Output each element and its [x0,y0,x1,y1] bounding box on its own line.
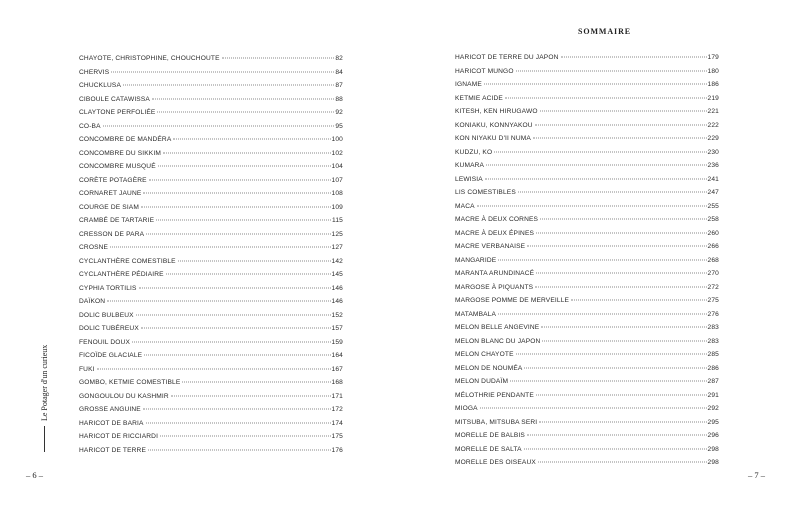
toc-entry [79,352,343,366]
dot-leader [527,435,707,436]
dot-leader [141,328,331,329]
toc-entry-label: HARICOT DE TERRE [79,446,147,454]
running-title [40,345,49,452]
toc-entry-label: CHAYOTE, CHRISTOPHINE, CHOUCHOUTE [79,55,220,62]
toc-entry-label: COURGE DE SIAM [79,203,139,211]
dot-leader [123,85,334,86]
dot-leader [536,232,706,233]
toc-entry [455,135,719,149]
toc-entry [79,69,343,83]
dot-leader [518,192,707,193]
toc-entry [79,96,343,110]
toc-entry-label: CROSNE [79,244,109,251]
toc-entry-label: CHERVIS [79,68,110,76]
toc-entry-page: 108 [331,190,343,197]
dot-leader [156,220,331,221]
dot-leader [485,178,707,179]
toc-entry [455,365,719,379]
toc-entry [79,163,343,177]
dot-leader [149,179,331,180]
dot-leader [498,259,706,260]
toc-entry [79,82,343,96]
toc-entry-page: 146 [331,298,343,305]
toc-entry-page: 95 [335,122,343,130]
dot-leader [541,327,706,328]
toc-entry-label: HARICOT DE TERRE DU JAPON [455,54,559,61]
toc-entry-label: LIS COMESTIBLES [455,189,516,196]
dot-leader [143,409,331,410]
toc-entry-label: CO-BA [79,122,101,130]
toc-entry-page: 174 [331,419,343,427]
toc-entry-page: 276 [707,310,719,318]
toc-entry-page: 295 [707,418,719,426]
toc-entry-label: MORELLE DE BALBIS [455,432,525,439]
toc-entry-page: 107 [331,176,343,184]
dot-leader [561,57,707,58]
toc-entry [455,324,719,338]
toc-entry-page: 221 [707,108,719,115]
dot-leader [144,355,330,356]
toc-entry-label: MELON DE NOUMÉA [455,364,523,372]
toc-entry-label: KETMIE ACIDE [455,94,503,102]
toc-entry-label: CONCOMBRE DU SIKKIM [79,149,161,157]
toc-entry [79,204,343,218]
toc-entry-label: MORELLE DES OISEAUX [455,459,536,466]
toc-entry [455,446,719,460]
toc-entry-page: 255 [707,202,719,210]
dot-leader [111,71,334,72]
toc-entry-label: IGNAME [455,81,482,88]
dot-leader [505,97,707,98]
toc-entry [79,190,343,204]
toc-entry [455,108,719,122]
toc-entry [79,420,343,434]
toc-entry-page: 82 [335,55,343,62]
dot-leader [146,422,331,423]
toc-entry [79,339,343,353]
toc-entry [455,216,719,230]
dot-leader [542,340,706,341]
dot-leader [494,151,706,152]
toc-entry-page: 275 [707,297,719,304]
toc-entry-page: 175 [331,433,343,440]
dot-leader [141,206,331,207]
toc-entry-page: 176 [331,446,343,454]
dot-leader [516,354,707,355]
toc-entry-page: 283 [707,337,719,345]
toc-entry-page: 146 [331,284,343,292]
toc-entry-label: MORELLE DE SALTA [455,445,522,453]
dot-leader [173,139,330,140]
page-heading: SOMMAIRE [578,27,631,36]
toc-entry-label: CLAYTONE PERFOLIÉE [79,109,156,116]
toc-entry-page: 258 [707,216,719,223]
toc-entry-page: 292 [707,405,719,412]
toc-entry-label: MELON CHAYOTE [455,351,514,358]
toc-entry [455,81,719,95]
toc-entry [455,338,719,352]
dot-leader [477,205,707,206]
toc-entry-label: MÉLOTHRIE PENDANTE [455,391,534,399]
toc-entry [79,406,343,420]
toc-entry-page: 115 [332,217,343,224]
dot-leader [510,381,706,382]
toc-entry [79,433,343,447]
dot-leader [536,394,707,395]
toc-entry-page: 152 [331,311,343,319]
dot-leader [516,70,707,71]
toc-entry [455,432,719,446]
dot-leader [166,274,331,275]
toc-entry-page: 84 [335,68,343,76]
toc-entry [79,177,343,191]
toc-entry-label: MELON BELLE ANGEVINE [455,324,540,331]
running-title-text: Le Potager d'un curieux [40,344,49,421]
dot-leader [486,165,706,166]
toc-entry-page: 180 [707,67,719,75]
dot-leader [535,124,707,125]
dot-leader [182,382,330,383]
toc-entry [79,55,343,69]
toc-entry-page: 87 [335,82,343,89]
toc-entry-page: 270 [707,270,719,277]
toc-entry-page: 298 [707,445,719,453]
dot-leader [527,246,706,247]
toc-entry [79,447,343,461]
right-page [400,0,800,514]
dot-leader [540,111,707,112]
toc-entry-label: LEWISIA [455,175,483,183]
toc-entry-label: CORNARET JAUNE [79,190,142,197]
toc-entry-label: MARGOSE POMME DE MERVEILLE [455,297,570,304]
toc-entry [455,176,719,190]
dot-leader [158,166,331,167]
toc-entry [79,109,343,123]
toc-entry [455,230,719,244]
toc-entry-label: MACRE À DEUX ÉPINES [455,229,535,237]
toc-entry-label: DOLIC TUBÉREUX [79,325,139,332]
dot-leader [498,313,707,314]
dot-leader [103,125,335,126]
toc-entry-page: 186 [707,81,719,88]
toc-entry [455,122,719,136]
toc-entry-label: GROSSE ANGUINE [79,406,141,413]
dot-leader [148,449,331,450]
toc-entry-page: 286 [707,364,719,372]
toc-entry-label: CIBOULE CATAWISSA [79,95,150,103]
toc-entry [79,379,343,393]
toc-entry [79,325,343,339]
toc-entry-label: CRAMBÉ DE TARTARIE [79,217,155,224]
toc-entry [79,312,343,326]
toc-entry-page: 145 [331,271,343,278]
toc-entry-label: HARICOT MUNGO [455,67,514,75]
toc-entry-label: CYCLANTHÈRE COMESTIBLE [79,257,176,265]
toc-entry-page: 142 [331,257,343,265]
toc-entry-label: KITESH, KEN HIRUGAWO [455,108,538,115]
toc-entry-page: 285 [707,351,719,358]
toc-entry [455,311,719,325]
dot-leader [533,138,707,139]
dot-leader [146,233,330,234]
toc-entry-page: 272 [707,283,719,291]
toc-entry-page: 125 [331,230,343,238]
toc-entry-label: HARICOT DE RICCIARDI [79,433,159,440]
toc-list-right [455,54,719,473]
toc-entry-label: KUMARA [455,162,485,169]
dot-leader [524,448,707,449]
dot-leader [143,193,330,194]
toc-entry-page: 157 [331,325,343,332]
dot-leader [163,152,331,153]
toc-entry [79,244,343,258]
toc-entry-page: 171 [331,392,343,400]
toc-entry-label: MACRE À DEUX CORNES [455,216,539,223]
toc-entry-label: MATAMBALA [455,310,497,318]
toc-entry-page: 104 [331,163,343,170]
toc-entry-label: CYCLANTHÈRE PÉDIAIRE [79,271,164,278]
dot-leader [157,112,334,113]
toc-entry [79,231,343,245]
toc-entry [455,284,719,298]
toc-entry-page: 102 [331,149,343,157]
dot-leader [222,58,335,59]
toc-entry-label: CORÈTE POTAGÈRE [79,176,147,184]
toc-entry-label: MELON BLANC DU JAPON [455,337,541,345]
toc-entry-label: CRESSON DE PARA [79,230,145,238]
toc-entry-label: KON NIYAKU D'II NUMA [455,135,531,142]
toc-entry-page: 230 [707,148,719,156]
toc-entry [455,405,719,419]
toc-entry [79,366,343,380]
toc-entry-page: 268 [707,256,719,264]
dot-leader [480,408,707,409]
toc-entry-label: KONIAKU, KONNYAKOU [455,121,533,129]
toc-entry-label: MIOGA [455,405,478,412]
dot-leader [152,98,334,99]
dot-leader [110,247,330,248]
toc-entry [455,257,719,271]
toc-entry [455,149,719,163]
dot-leader [536,273,706,274]
toc-entry-page: 109 [331,203,343,211]
toc-entry-page: 298 [707,459,719,466]
toc-entry-page: 247 [707,189,719,196]
dot-leader [538,462,707,463]
toc-entry-page: 172 [331,406,343,413]
toc-entry-page: 266 [707,243,719,250]
toc-entry [455,68,719,82]
toc-entry [455,189,719,203]
toc-entry-label: KUDZU, KO [455,148,493,156]
dot-leader [178,260,331,261]
toc-entry [455,203,719,217]
dot-leader [171,395,331,396]
toc-entry [455,162,719,176]
dot-leader [132,341,331,342]
toc-entry-page: 100 [331,136,343,143]
dot-leader [524,367,706,368]
toc-entry [79,271,343,285]
toc-entry-page: 168 [331,379,343,386]
toc-entry [455,378,719,392]
toc-entry-page: 164 [331,352,343,359]
toc-entry-page: 283 [707,324,719,331]
dot-leader [160,436,330,437]
running-title-rule [44,426,45,452]
toc-entry-page: 159 [331,338,343,346]
toc-entry [455,270,719,284]
dot-leader [539,421,706,422]
toc-entry [455,392,719,406]
dot-leader [571,300,706,301]
toc-entry-label: DOLIC BULBEUX [79,311,134,319]
toc-entry-label: HARICOT DE BARIA [79,419,144,427]
toc-entry-page: 241 [707,175,719,183]
toc-entry-page: 179 [707,54,719,61]
dot-leader [97,368,331,369]
toc-entry-label: MITSUBA, MITSUBA SERI [455,418,538,426]
toc-entry-page: 127 [331,244,343,251]
toc-entry-label: MARGOSE À PIQUANTS [455,283,534,291]
dot-leader [136,314,331,315]
dot-leader [540,219,706,220]
toc-entry-page: 92 [335,109,343,116]
toc-entry [455,419,719,433]
toc-entry-label: DAÏKON [79,298,106,305]
toc-entry-label: FUKI [79,365,95,373]
toc-entry-label: MELON DUDAÏM [455,378,509,385]
toc-entry [79,136,343,150]
toc-entry [79,150,343,164]
toc-entry-label: MANGARIDE [455,256,497,264]
toc-entry-page: 296 [707,432,719,439]
toc-entry-page: 229 [707,135,719,142]
toc-entry-label: FICOÏDE GLACIALE [79,352,143,359]
toc-entry-label: FENOUIL DOUX [79,338,131,346]
toc-entry-page: 167 [331,365,343,373]
toc-entry-page: 219 [707,94,719,102]
toc-entry-page: 222 [707,121,719,129]
toc-entry [79,123,343,137]
toc-entry [455,54,719,68]
toc-entry [455,243,719,257]
dot-leader [139,287,331,288]
toc-entry-page: 236 [707,162,719,169]
toc-entry [79,285,343,299]
toc-entry [79,298,343,312]
toc-entry-page: 291 [707,391,719,399]
toc-entry-page: 287 [707,378,719,385]
toc-entry [455,297,719,311]
toc-entry-label: CONCOMBRE DE MANDÉRA [79,136,172,143]
toc-entry [455,459,719,473]
toc-entry [455,95,719,109]
toc-entry-label: MACA [455,202,475,210]
page-number-left: – 6 – [26,470,43,480]
toc-entry [79,217,343,231]
dot-leader [535,286,706,287]
toc-entry [79,258,343,272]
toc-entry-label: GONGOULOU DU KASHMIR [79,392,169,400]
toc-list-left [79,55,343,460]
toc-entry-label: MARANTA ARUNDINACÉ [455,270,535,277]
toc-entry-page: 260 [707,229,719,237]
toc-entry-label: CHUCKLUSA [79,82,122,89]
dot-leader [484,84,707,85]
toc-entry [79,393,343,407]
toc-entry-label: GOMBO, KETMIE COMESTIBLE [79,379,181,386]
toc-entry-label: CONCOMBRE MUSQUÉ [79,163,156,170]
toc-entry-label: MACRE VERBANAISE [455,243,526,250]
toc-entry-label: CYPHIA TORTILIS [79,284,137,292]
dot-leader [107,301,330,302]
page-number-right: – 7 – [748,470,765,480]
toc-entry [455,351,719,365]
toc-entry-page: 88 [335,95,343,103]
